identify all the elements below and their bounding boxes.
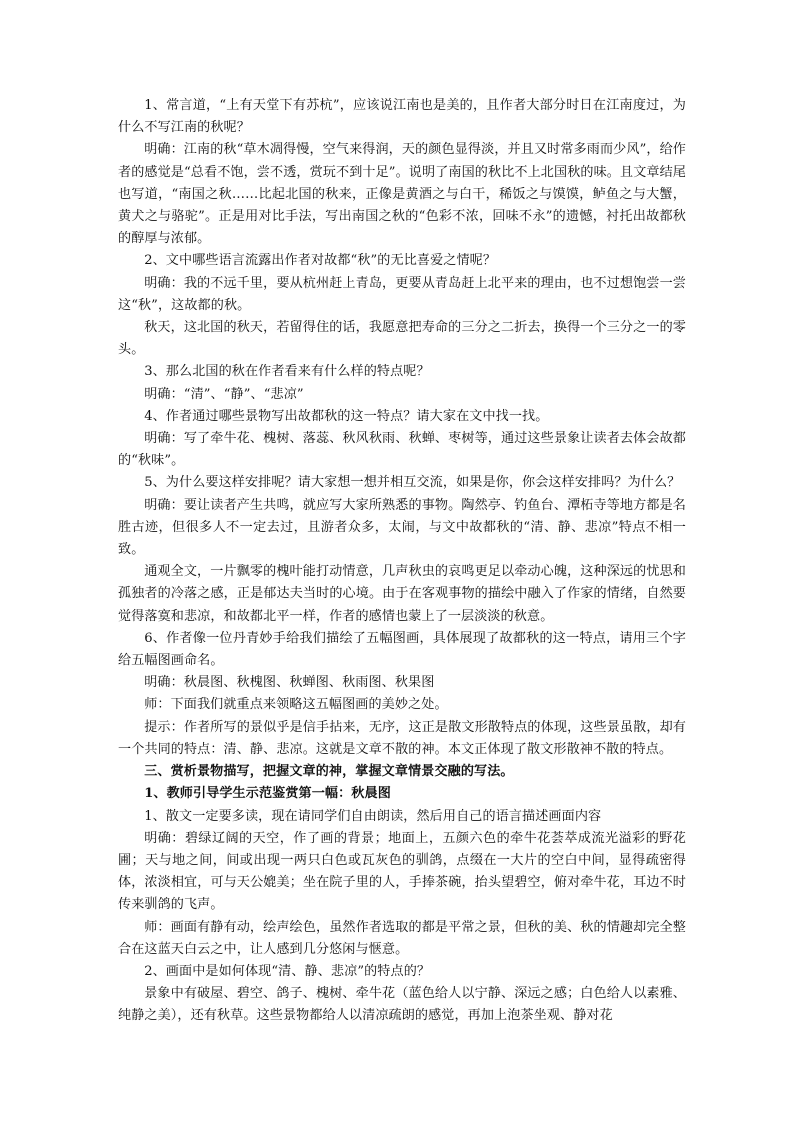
body-paragraph: 5、为什么要这样安排呢？请大家想一想并相互交流，如果是你，你会这样安排吗？为什么？ <box>144 475 681 491</box>
body-paragraph: 明确：写了牵牛花、槐树、落蕊、秋风秋雨、秋蝉、枣树等，通过这些景象让读者去体会故都的“秋味”。 <box>118 431 686 469</box>
body-paragraph: 6、作者像一位丹青妙手给我们描绘了五幅图画，具体展现了故都秋的这一特点，请用三个字给五幅图画命名。 <box>118 630 686 669</box>
body-paragraph: 2、文中哪些语言流露出作者对故都“秋”的无比喜爱之情呢？ <box>144 253 497 269</box>
body-paragraph: 景象中有破屋、碧空、鸽子、槐树、牵牛花（蓝色给人以宁静、深远之感；白色给人以素雅、纯静之美），还有秋草。这些景物都给人以清凉疏朗的感觉，再加上泡茶坐观、静对花 <box>118 986 686 1024</box>
body-paragraph: 通观全文，一片飘零的槐叶能打动情意，几声秋虫的哀鸣更足以牵动心魄，这种深远的忧思和孤独者的冷落之感，正是郁达夫当时的心境。由于在客观事物的描绘中融入了作家的情绪，自然要觉得落寞和悲凉，和故都北平一样，作者的感情也蒙上了一层淡淡的秋意。 <box>118 564 686 624</box>
body-paragraph: 1、常言道，“上有天堂下有苏杭”，应该说江南也是美的，且作者大部分时日在江南度过，为什么不写江南的秋呢？ <box>118 98 686 136</box>
document-page <box>118 95 686 1028</box>
body-paragraph: 3、那么北国的秋在作者看来有什么样的特点呢？ <box>144 364 430 380</box>
body-paragraph: 2、画面中是如何体现“清、静、悲凉”的特点的？ <box>144 963 431 979</box>
body-paragraph: 师：下面我们就重点来领略这五幅图画的美妙之处。 <box>144 697 448 713</box>
body-paragraph: 明确：“清”、“静”、“悲凉” <box>144 386 304 402</box>
body-paragraph: 4、作者通过哪些景物写出故都秋的这一特点？请大家在文中找一找。 <box>144 408 549 424</box>
body-paragraph: 明确：我的不远千里，要从杭州赶上青岛，更要从青岛赶上北平来的理由，也不过想饱尝一尝这“秋”，这故都的秋。 <box>118 275 686 313</box>
body-paragraph: 提示：作者所写的景似乎是信手拈来，无序，这正是散文形散特点的体现，这些景虽散，却有一个共同的特点：清、静、悲凉。这就是文章不散的神。本文正体现了散文形散神不散的特点。 <box>118 719 686 757</box>
body-paragraph: 明确：要让读者产生共鸣，就应写大家所熟悉的事物。陶然亭、钓鱼台、潭柘寺等地方都是名胜古迹，但很多人不一定去过，且游者众多，太闹，与文中故都秋的“清、静、悲凉”特点不相一致。 <box>118 497 686 558</box>
body-paragraph: 1、散文一定要多读，现在请同学们自由朗读，然后用自己的语言描述画面内容 <box>144 808 602 824</box>
body-paragraph: 明确：江南的秋“草木凋得慢，空气来得润，天的颜色显得淡，并且又时常多雨而少风”，给作者的感觉是“总看不饱，尝不透，赏玩不到十足”。说明了南国的秋比不上北国秋的味。且文章结尾也写道，“南国之秋……比起北国的秋来，正像是黄酒之与白干，稀饭之与馍馍，鲈鱼之与大蟹，黄犬之与骆驼”。正是用对比手法，写出南国之秋的“色彩不浓，回味不永”的遗憾，衬托出故都秋的醇厚与浓郁。 <box>118 142 686 247</box>
body-paragraph: 明确：碧绿辽阔的天空，作了画的背景；地面上，五颜六色的牵牛花荟萃成流光溢彩的野花圃；天与地之间，间或出现一两只白色或瓦灰色的驯鸽，点缀在一大片的空白中间，显得疏密得体，浓淡相宜，可与天公媲美；坐在院子里的人，手捧茶碗，抬头望碧空，俯对牵牛花，耳边不时传来驯鸽的飞声。 <box>118 830 686 913</box>
section-heading: 三、赏析景物描写，把握文章的神，掌握文章情景交融的写法。 <box>144 764 514 780</box>
body-paragraph: 秋天，这北国的秋天，若留得住的话，我愿意把寿命的三分之二折去，换得一个三分之一的零头。 <box>118 320 686 358</box>
section-heading: 1、教师引导学生示范鉴赏第一幅：秋晨图 <box>144 786 391 802</box>
body-paragraph: 明确：秋晨图、秋槐图、秋蝉图、秋雨图、秋果图 <box>144 675 435 691</box>
body-paragraph: 师：画面有静有动，绘声绘色，虽然作者选取的都是平常之景，但秋的美、秋的情趣却完全整合在这蓝天白云之中，让人感到几分悠闲与惬意。 <box>118 919 686 957</box>
